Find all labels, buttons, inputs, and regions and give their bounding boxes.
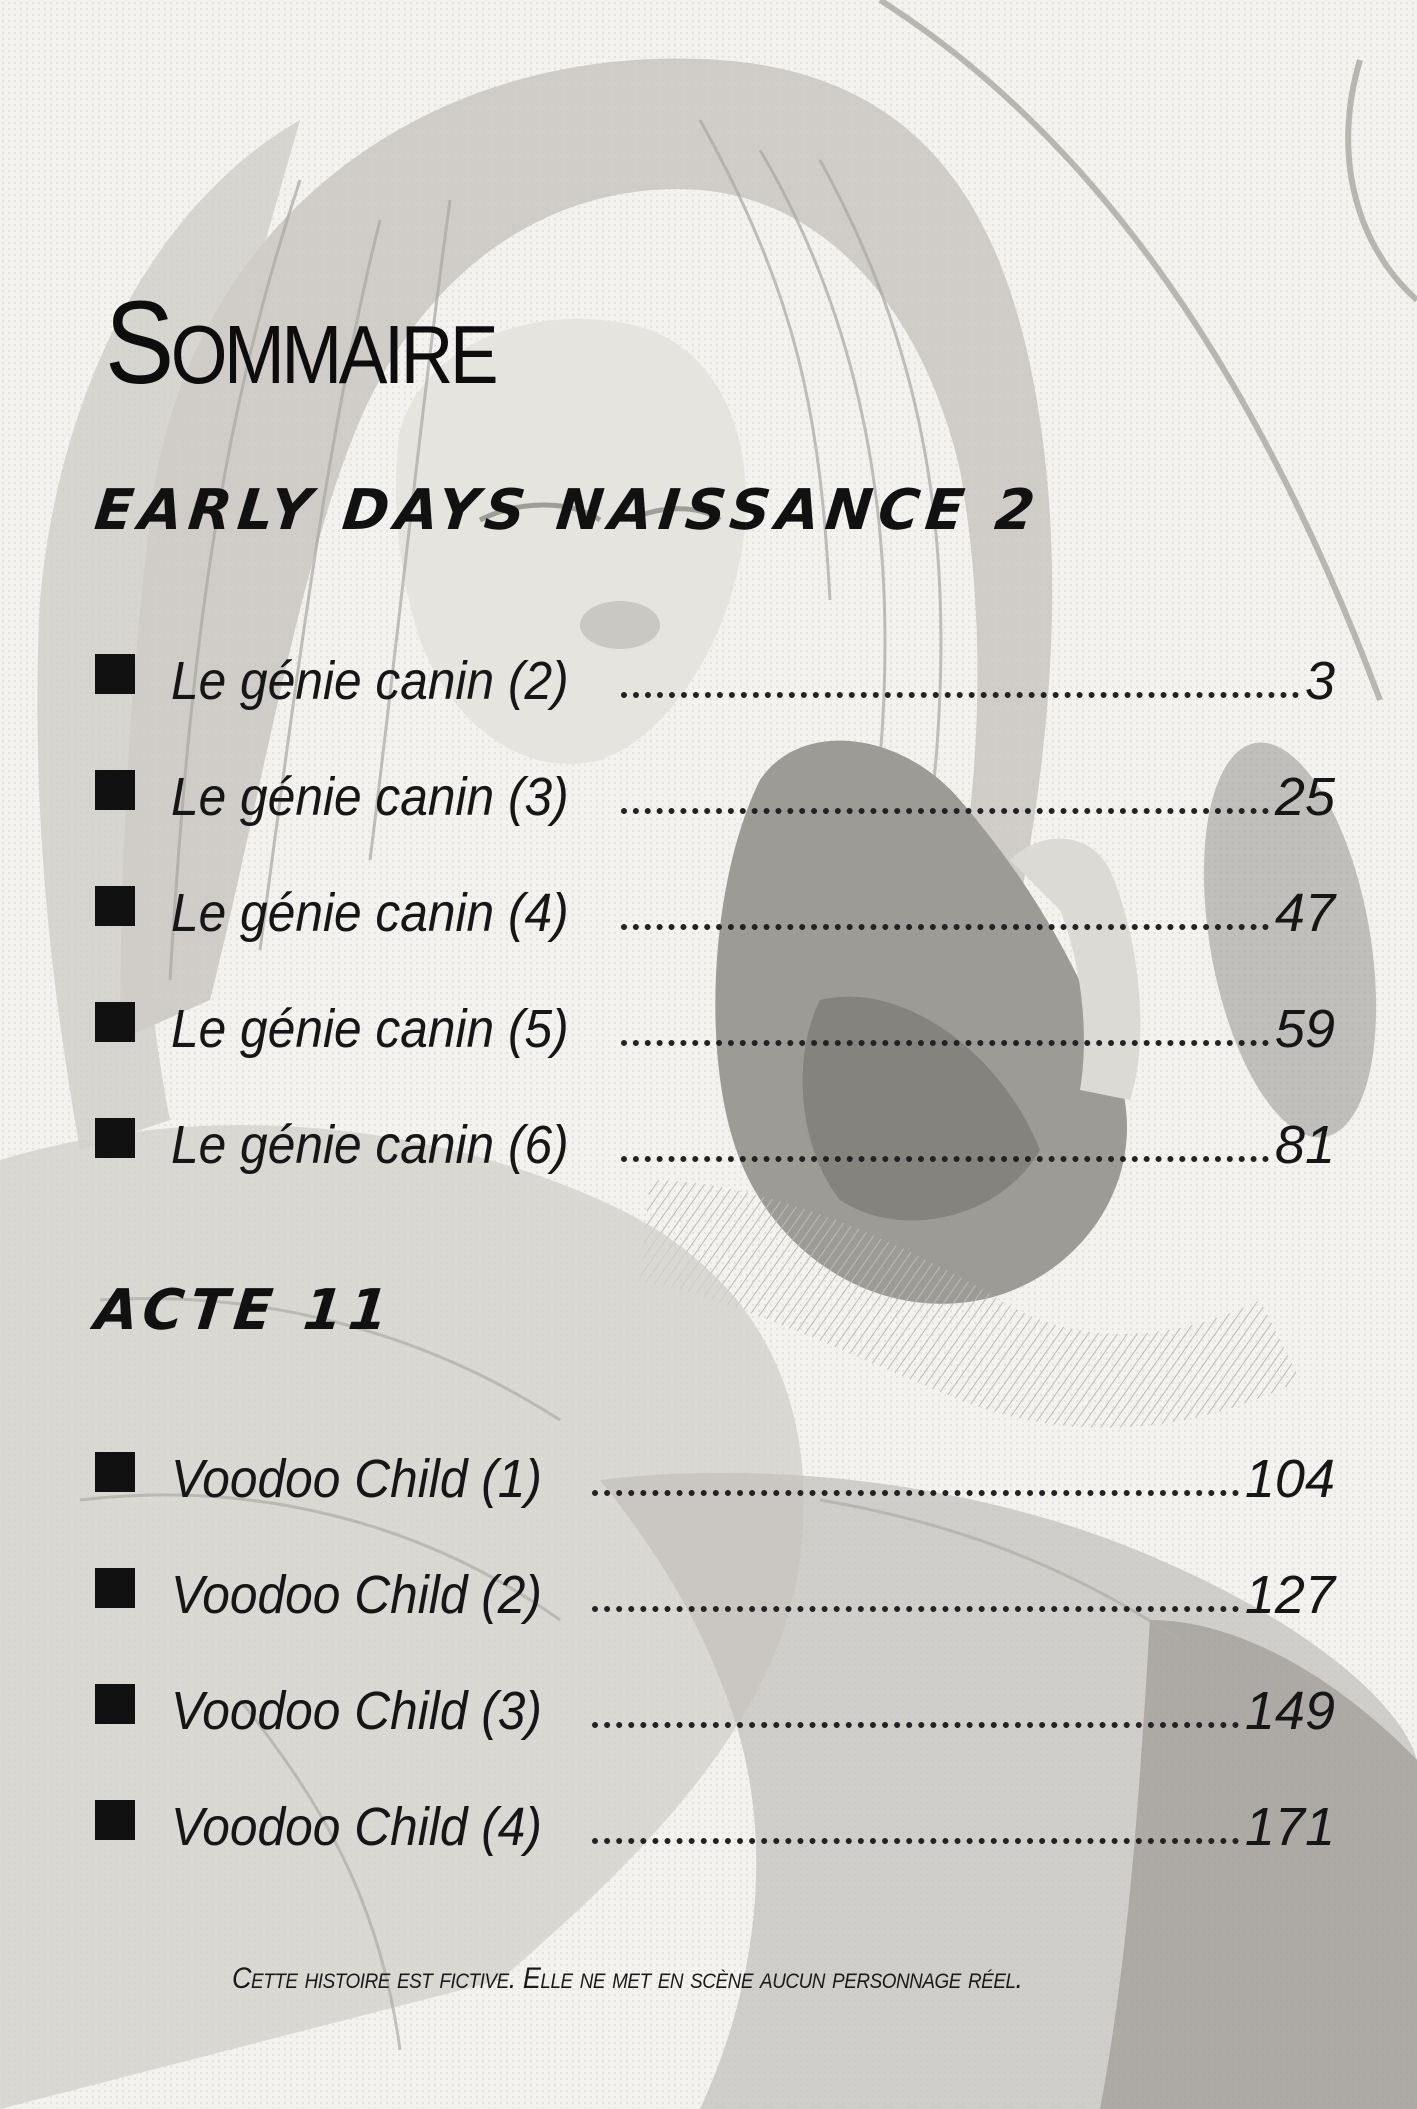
dot-leader xyxy=(592,1721,1239,1728)
dot-leader xyxy=(621,1039,1269,1046)
dot-leader xyxy=(621,691,1299,698)
entry-title: Le génie canin (6) xyxy=(171,1115,569,1175)
toc-entry[interactable] xyxy=(95,1738,1335,1857)
toc-list-early-days xyxy=(95,592,1335,1175)
entry-title: Le génie canin (5) xyxy=(171,999,569,1059)
toc-entry[interactable] xyxy=(95,1390,1335,1509)
square-bullet-icon xyxy=(95,654,135,694)
dot-leader xyxy=(621,923,1269,930)
entry-page-number: 25 xyxy=(1274,767,1335,827)
entry-page-number: 171 xyxy=(1244,1797,1335,1857)
entry-page-number: 127 xyxy=(1244,1565,1335,1625)
entry-title: Voodoo Child (2) xyxy=(171,1565,542,1625)
square-bullet-icon xyxy=(95,1452,135,1492)
square-bullet-icon xyxy=(95,886,135,926)
entry-page-number: 149 xyxy=(1244,1681,1335,1741)
square-bullet-icon xyxy=(95,1684,135,1724)
square-bullet-icon xyxy=(95,1568,135,1608)
toc-list-acte-11 xyxy=(95,1390,1335,1857)
entry-page-number: 47 xyxy=(1274,883,1335,943)
square-bullet-icon xyxy=(95,770,135,810)
toc-entry[interactable] xyxy=(95,708,1335,827)
dot-leader xyxy=(592,1605,1239,1612)
entry-title: Voodoo Child (3) xyxy=(171,1681,542,1741)
section-heading-early-days: EARLY DAYS NAISSANCE 2 xyxy=(91,478,1044,543)
dot-leader xyxy=(621,1155,1269,1162)
section-heading-acte-11: ACTE 11 xyxy=(91,1278,398,1343)
toc-entry[interactable] xyxy=(95,940,1335,1059)
disclaimer-text: Cette histoire est fictive. Elle ne met en scène aucun personnage réel. xyxy=(232,1962,1023,1995)
toc-entry[interactable] xyxy=(95,1506,1335,1625)
entry-title: Le génie canin (4) xyxy=(171,883,569,943)
toc-entry[interactable] xyxy=(95,824,1335,943)
square-bullet-icon xyxy=(95,1118,135,1158)
entry-page-number: 81 xyxy=(1274,1115,1335,1175)
dot-leader xyxy=(592,1489,1239,1496)
dot-leader xyxy=(621,807,1269,814)
square-bullet-icon xyxy=(95,1800,135,1840)
entry-title: Voodoo Child (4) xyxy=(171,1797,542,1857)
dot-leader xyxy=(592,1837,1239,1844)
toc-entry[interactable] xyxy=(95,1622,1335,1741)
square-bullet-icon xyxy=(95,1002,135,1042)
entry-page-number: 59 xyxy=(1274,999,1335,1059)
entry-page-number: 104 xyxy=(1244,1449,1335,1509)
page-title: Sommaire xyxy=(105,277,496,410)
entry-title: Le génie canin (2) xyxy=(171,651,569,711)
entry-title: Le génie canin (3) xyxy=(171,767,569,827)
toc-entry[interactable] xyxy=(95,592,1335,711)
toc-entry[interactable] xyxy=(95,1056,1335,1175)
entry-title: Voodoo Child (1) xyxy=(171,1449,542,1509)
entry-page-number: 3 xyxy=(1304,651,1335,711)
